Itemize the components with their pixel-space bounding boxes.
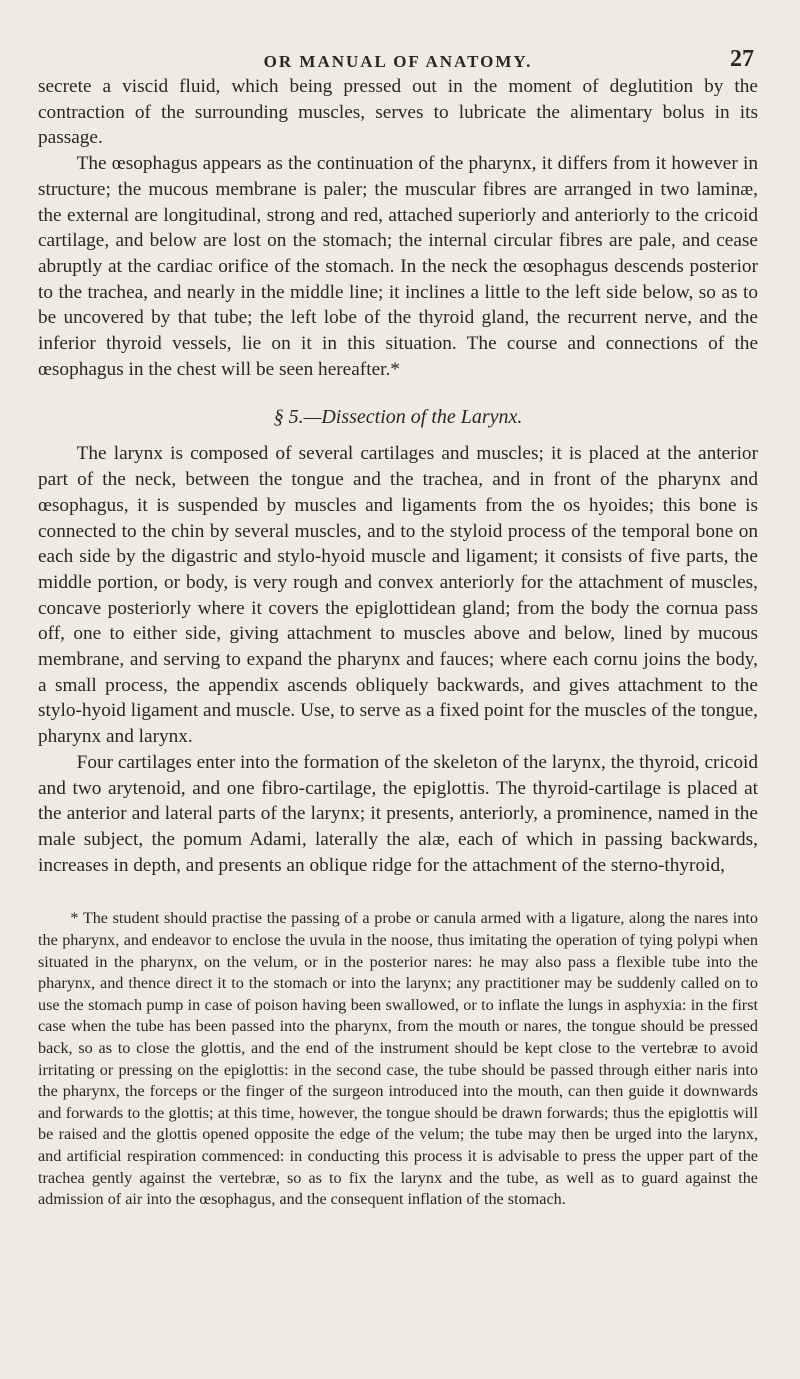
- main-text: [38, 74, 758, 878]
- footnote: [38, 908, 758, 1210]
- paragraph-continuation: secrete a viscid fluid, which being pressed out in the moment of deglutition by the contraction of the surrounding muscles, serves to lubricate the alimentary bolus in its passage.: [38, 76, 758, 149]
- paragraph-oesophagus: The œsophagus appears as the continuation of the pharynx, it differs from it however in structure; the mucous membrane is paler; the muscular fibres are arranged in two laminæ, the external are longitudinal, strong and red, attached superiorly and anteriorly to the cricoid cartilage, and below are lost on the stomach; the internal circular fibres are pale, and cease abruptly at the cardiac orifice of the stomach. In the neck the œsophagus descends posterior to the trachea, and nearly in the middle line; it inclines a little to the left side below, so as to be uncovered by that tube; the left lobe of the thyroid gland, the recurrent nerve, and the inferior thyroid vessels, lie on it in this situation. The course and connections of the œsophagus in the chest will be seen hereafter.*: [38, 153, 758, 380]
- paragraph-larynx: The larynx is composed of several cartilages and muscles; it is placed at the anterior part of the neck, between the tongue and the trachea, and in front of the pharynx and œsophagus, it is suspended by muscles and ligaments from the os hyoides; this bone is connected to the chin by several muscles, and to the styloid process of the temporal bone on each side by the digastric and stylo-hyoid muscle and ligament; it consists of five parts, the middle portion, or body, is very rough and convex anteriorly for the attachment of muscles, concave posteriorly where it covers the epiglottidean gland; from the body the cornua pass off, one to either side, giving attachment to muscles above and below, lined by mucous membrane, and serving to expand the pharynx and fauces; where each cornu joins the body, a small process, the appendix ascends obliquely backwards, and gives attachment to the stylo-hyoid ligament and muscle. Use, to serve as a fixed point for the muscles of the tongue, pharynx and larynx.: [38, 443, 758, 748]
- section-heading: § 5.—Dissection of the Larynx.: [273, 406, 523, 429]
- running-title: OR MANUAL OF ANATOMY.: [263, 52, 533, 71]
- running-head: [38, 44, 758, 74]
- page-number: 27: [730, 46, 754, 72]
- paragraph-cartilages: Four cartilages enter into the formation of the skeleton of the larynx, the thyroid, cricoid and two arytenoid, and one fibro-cartilage, the epiglottis. The thyroid-cartilage is placed at the anterior and lateral parts of the larynx; it presents, anteriorly, a prominence, named in the male subject, the pomum Adami, laterally the alæ, each of which in passing backwards, increases in depth, and presents an oblique ridge for the attachment of the sterno-thyroid,: [38, 751, 758, 876]
- footnote-text: * The student should practise the passing of a probe or canula armed with a ligature, along the nares into the pharynx, and endeavor to enclose the uvula in the noose, thus imitating the operation of tying polypi when situated in the pharynx, on the velum, or in the posterior nares: he may also pass a flexible tube into the pharynx, and thence direct it to the stomach or into the larynx; any practitioner may be suddenly called on to use the stomach pump in case of poison having been swallowed, or to inflate the lungs in asphyxia: in the first case when the tube has been passed into the pharynx, from the mouth or nares, the tongue should be pressed back, so as to close the glottis, and the end of the instrument should be kept close to the vertebræ to avoid irritating or pressing on the epiglottis: in the second case, the tube should be passed through either naris into the pharynx, the forceps or the finger of the surgeon introduced into the mouth, can then guide it downwards and forwards to the glottis; at this time, however, the tongue should be drawn forwards; thus the epiglottis will be raised and the glottis opened opposite the edge of the velum; the tube may then be urged into the larynx, and artificial respiration commenced: in conducting this process it is advisable to press the upper part of the trachea gently against the vertebræ, so as to fix the larynx and the tube, as well as to guard against the admission of air into the œsophagus, and the consequent inflation of the stomach.: [38, 909, 758, 1209]
